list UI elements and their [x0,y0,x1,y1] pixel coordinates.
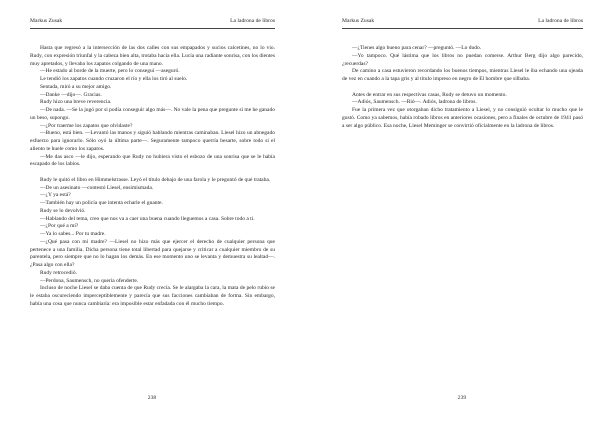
paragraph: Incluso de noche Liesel se daba cuenta de que Rudy crecía. Se le alargaba la cara, la mata de pelo rubio se le estaba oscureciendo imperceptiblemente y parecía que sus facciones cambiaban de forma. Sin embargo, había una cosa que nunca cambiaría: era imposible estar enfadada con él mucho tiempo. [30,285,275,307]
paragraph: Rudy retrocedió. [40,269,77,276]
page-number: 238 [147,395,157,401]
page-body [30,45,275,309]
paragraph: Antes de entrar en sus respectivas casas, Rudy se detuvo un momento. [352,91,507,98]
paragraph: —¿Por qué a mí? [40,223,79,230]
paragraph: —¿Qué pasa con mi madre? —Liesel no hizo más que ejercer el derecho de cualquier persona que pertenece a una familia. Dicha persona tiene total libertad para quejarse y criticar a cualquier miembro de su parentela, pero siempre que no lo hagan los demás. En ese momento uno se levanta y demuestra su lealtad—. ¿Pasa algo con ella? [30,238,275,268]
paragraph: —Yo tampoco. Qué lástima que los libros no puedan comerse. Arthur Berg dijo algo parecido, ¿recuerdas? [342,52,583,67]
paragraph: Sentada, miró a su mejor amigo. [40,83,112,90]
header-title: La ladrona de libros [230,18,275,24]
header-author: Markus Zusak [342,18,375,24]
paragraph: —¿Y ya está? [40,192,71,199]
page-body [342,45,583,130]
paragraph: —He estado al borde de la muerte, pero lo conseguí —aseguró. [40,68,180,75]
paragraph: —¿Tienes algo bueno para cenar? —preguntó. —Lo dudo. [352,45,482,51]
paragraph: Fue la primera vez que otorgaban dicho tratamiento a Liesel, y no consiguió ocultar lo mucho que le gustó. Como ya sabemos, había robado libros en anteriores ocasiones, pero a finales de octubre de 1941 pasó a ser algo público. Esa noche, Liesel Meminger se convirtió oficialmente en la ladrona de libros. [342,107,583,129]
paragraph: De camino a casa estuvieron recordando los buenos tiempos, mientras Liesel le iba echando una ojeada de vez en cuando a la tapa gris y al título impreso en negro de El hombre que silbaba. [342,68,583,82]
paragraph: Rudy le quitó el libro en Himmelstrasse. Leyó el título debajo de una farola y le preguntó de qué trataba. [40,176,271,183]
header-title: La ladrona de libros [538,18,583,24]
header-author: Markus Zusak [30,18,63,24]
paragraph: —Ya lo sabes... Por tu madre. [40,231,106,237]
paragraph: —También hay un policía que intenta echarle el guante. [40,200,163,206]
page-number: 239 [457,395,467,401]
paragraph: —Bueno, está bien. —Levantó las manos y siguió hablando mientras caminaban. Liesel hizo un abnegado esfuerzo para ignorarlo. Sólo oyó la última parte—. Seguramente tampoco querría besarte, sobre todo si el aliento te huele como los zapatos. [30,130,275,152]
paragraph: —¿Por traerme los zapatos que olvidaste? [40,122,133,129]
paragraph: —Adiós, Saumensch. —Rió—. Adiós, ladrona de libros. [352,99,477,106]
paragraph: Hasta que regresó a la intersección de las dos calles con sus empapados y sucios calcetines, no lo vio. Rudy, con expresión triunfal y la cabeza bien alta, trotaba hacia ella. Lucía una radiante sonrisa, con los dientes muy apretados, y llevaba los zapatos colgando de una mano. [30,45,275,67]
paragraph: Rudy hizo una breve reverencia. [40,99,112,106]
running-header [30,18,275,29]
paragraph: —Perdona, Saumensch, no quería ofenderte. [40,277,139,284]
running-header [342,18,583,29]
paragraph: —De un asesinato —contestó Liesel, ensimismada. [40,184,154,191]
paragraph: —Hablando del tema, creo que nos va a caer una buena cuando lleguemos a casa. Sobre todo a ti. [40,215,255,222]
right-page [300,0,600,424]
paragraph: Le tendió los zapatos cuando cruzaron el río y ella los tiró al suelo. [40,76,188,82]
paragraph: —Danke —dijo—. Gracias. [40,91,102,98]
paragraph: —De nada. —Se la jugó por si podía conseguir algo más—. No vale la pena que pregunte si me he ganado un beso, supongo. [30,107,275,121]
paragraph: Rudy se lo devolvió. [40,207,86,214]
paragraph: —Me das asco —le dijo, esperando que Rudy no hubiera visto el esbozo de una sonrisa que se le había escapado de los labios. [30,153,275,168]
